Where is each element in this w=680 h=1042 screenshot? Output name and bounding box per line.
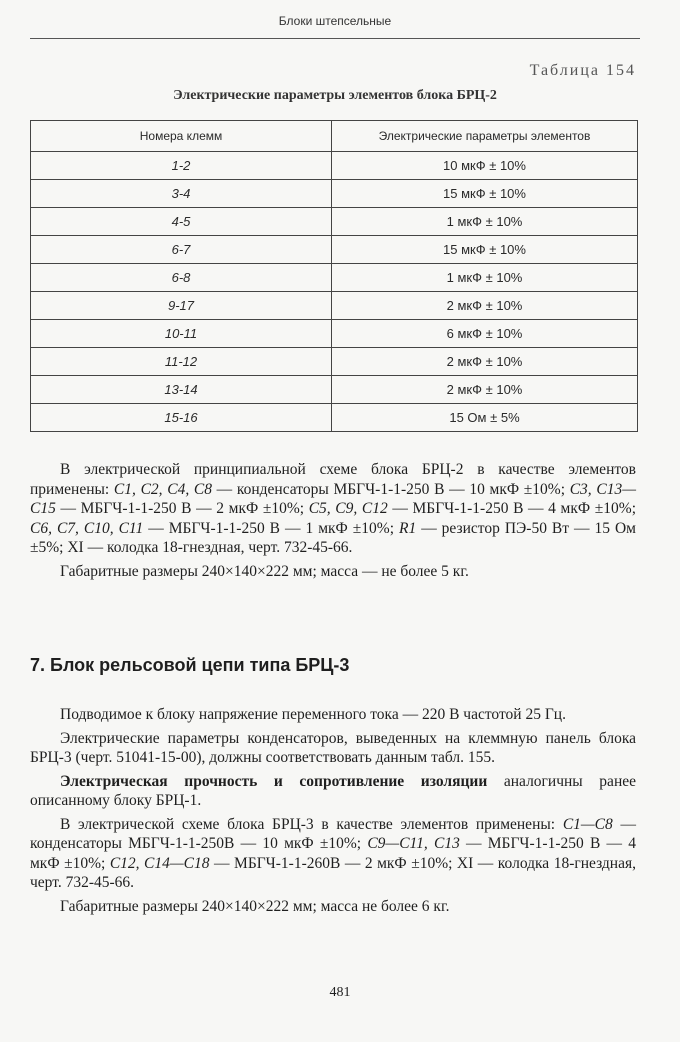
component-ref: C9—C11, C13 xyxy=(367,835,460,852)
text-run: В электрической схеме блока БРЦ-3 в качестве элементов применены: xyxy=(60,815,563,833)
component-ref: C5, C9, C12 xyxy=(308,500,388,517)
header-rule xyxy=(30,38,640,39)
table-row xyxy=(31,292,638,320)
text-run: — МБГЧ-1-1-250 В — 2 мкФ ±10%; xyxy=(55,500,309,517)
terminal-cell: 3-4 xyxy=(31,180,332,208)
column-header-terminals: Номера клемм xyxy=(31,121,332,152)
component-ref: C1—C8 xyxy=(562,815,613,833)
brc2-dimensions-paragraph: Габаритные размеры 240×140×222 мм; масса — не более 5 кг. xyxy=(60,562,469,580)
component-ref: R1 xyxy=(399,519,417,537)
terminal-cell: 11-12 xyxy=(31,348,332,376)
brc3-capacitors-paragraph: Электрические параметры конденсаторов, выведенных на клеммную панель блока БРЦ-3 (черт. 51041-15-00), должны соответствовать данным табл. 155. xyxy=(30,729,636,766)
parameter-cell: 6 мкФ ± 10% xyxy=(332,320,638,348)
terminal-cell: 6-7 xyxy=(31,236,332,264)
component-ref: C6, C7, C10, C11 xyxy=(30,519,144,537)
parameters-table xyxy=(30,120,638,432)
terminal-cell: 6-8 xyxy=(31,264,332,292)
table-row xyxy=(31,236,638,264)
component-ref: C3, C13—C15 xyxy=(30,480,636,517)
text-run: В электрической принципиальной схеме блока БРЦ-2 в качестве элементов применены: xyxy=(30,461,636,498)
running-head: Блоки штепсельные xyxy=(278,14,392,28)
parameter-cell: 2 мкФ ± 10% xyxy=(332,292,638,320)
brc3-elements-paragraph xyxy=(30,815,636,893)
text-run: — конденсаторы МБГЧ-1-1-250 В — 10 мкФ ±10%; xyxy=(211,480,570,498)
component-ref: C1, C2, C4, C8 xyxy=(113,480,212,498)
brc3-voltage-paragraph: Подводимое к блоку напряжение переменного тока — 220 В частотой 25 Гц. xyxy=(60,706,566,723)
parameter-cell: 15 мкФ ± 10% xyxy=(332,180,638,208)
table-number: Таблица 154 xyxy=(529,62,636,79)
text-run: аналогичны ранее описанному блоку БРЦ-1. xyxy=(30,772,636,809)
terminal-cell: 9-17 xyxy=(31,292,332,320)
terminal-cell: 10-11 xyxy=(31,320,332,348)
bold-term: Электрическая прочность и сопротивление изоляции xyxy=(60,772,488,790)
table-row xyxy=(31,348,638,376)
table-row xyxy=(31,180,638,208)
text-run: — МБГЧ-1-1-250 В — 1 мкФ ±10%; xyxy=(143,519,399,537)
column-header-parameters: Электрические параметры элементов xyxy=(332,121,638,152)
terminal-cell: 4-5 xyxy=(31,208,332,236)
parameter-cell: 15 мкФ ± 10% xyxy=(332,236,638,264)
terminal-cell: 1-2 xyxy=(31,152,332,180)
text-run: — резистор ПЭ-50 Вт — 15 Ом ±5%; XI — колодка 18-гнездная, черт. 732-45-66. xyxy=(30,519,636,556)
table-caption: Электрические параметры элементов блока БРЦ-2 xyxy=(173,88,497,103)
brc3-dimensions-paragraph: Габаритные размеры 240×140×222 мм; масса не более 6 кг. xyxy=(60,897,450,915)
parameter-cell: 1 мкФ ± 10% xyxy=(332,208,638,236)
terminal-cell: 13-14 xyxy=(31,376,332,404)
text-run: — МБГЧ-1-1-260В — 2 мкФ ±10%; XI — колодка 18-гнездная, черт. 732-45-66. xyxy=(30,854,636,891)
brc3-description xyxy=(30,705,636,916)
brc3-insulation-paragraph xyxy=(30,772,636,811)
parameter-cell: 1 мкФ ± 10% xyxy=(332,264,638,292)
table-row xyxy=(31,404,638,432)
table-header-row xyxy=(31,121,638,152)
table-row xyxy=(31,208,638,236)
parameter-cell: 15 Ом ± 5% xyxy=(332,404,638,432)
brc2-elements-paragraph xyxy=(30,460,636,558)
parameter-cell: 2 мкФ ± 10% xyxy=(332,376,638,404)
text-run: — конденсаторы МБГЧ-1-1-250В — 10 мкФ ±10%; xyxy=(30,815,637,852)
table-row xyxy=(31,376,638,404)
section-heading: 7. Блок рельсовой цепи типа БРЦ-3 xyxy=(30,655,350,675)
page-number: 481 xyxy=(329,985,351,1000)
table-row xyxy=(31,152,638,180)
terminal-cell: 15-16 xyxy=(31,404,332,432)
parameter-cell: 10 мкФ ± 10% xyxy=(332,152,638,180)
component-ref: C12, C14—C18 xyxy=(109,854,210,872)
parameter-cell: 2 мкФ ± 10% xyxy=(332,348,638,376)
text-run: — МБГЧ-1-1-250 В — 4 мкФ ±10%; xyxy=(387,500,636,517)
table-row xyxy=(31,264,638,292)
table-row xyxy=(31,320,638,348)
text-run: — МБГЧ-1-1-250 В — 4 мкФ ±10%; xyxy=(30,835,636,872)
brc2-description xyxy=(30,460,636,581)
